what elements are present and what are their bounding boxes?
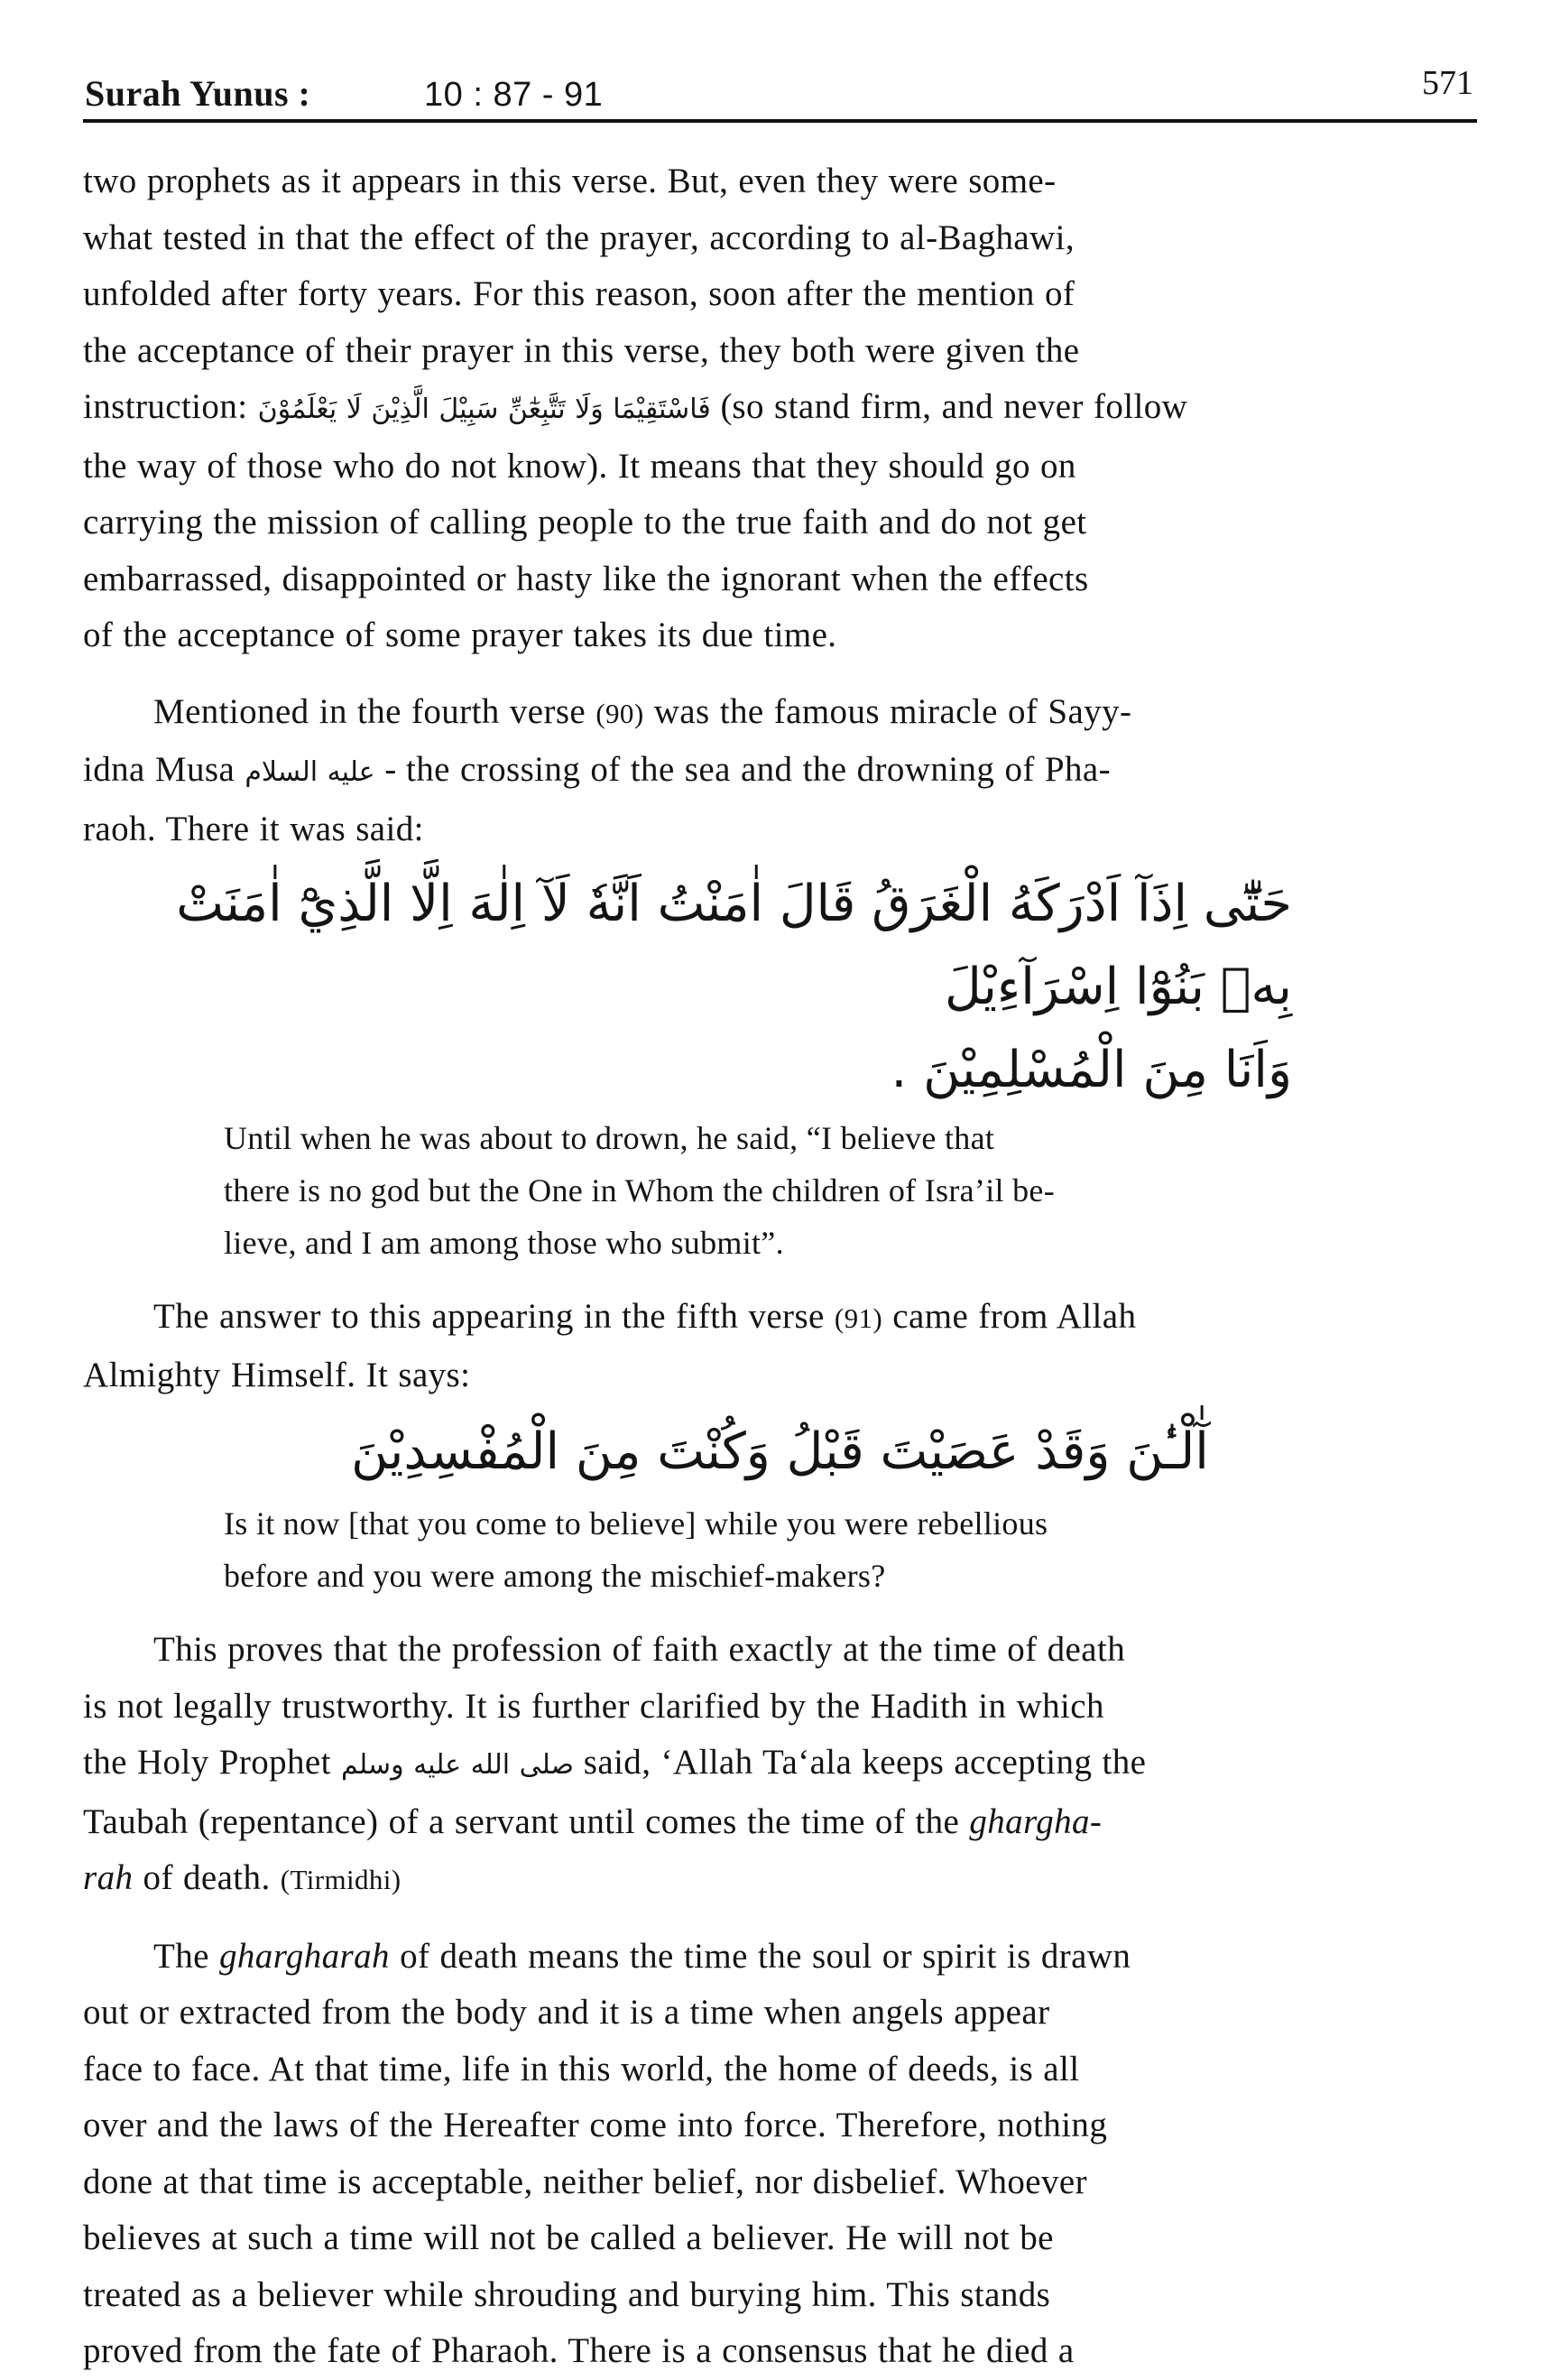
arabic-verse-line: آٰلْـٰٔنَ وَقَدْ عَصَيْتَ قَبْلُ وَكُنْتَ مِنَ الْمُفْسِدِيْنَ — [351, 1422, 1209, 1481]
paragraph-2 — [83, 684, 1477, 858]
text-line: unfolded after forty years. For this reason, soon after the mention of — [83, 274, 1075, 313]
text-fragment: Mentioned in the fourth verse — [153, 691, 586, 731]
text-fragment: came from Allah — [892, 1297, 1137, 1336]
book-page — [83, 0, 1477, 2370]
running-header — [83, 56, 1477, 119]
text-line: carrying the mission of calling people to the true faith and do not get — [83, 503, 1087, 542]
text-line: done at that time is acceptable, neither belief, nor disbelief. Whoever — [83, 2162, 1087, 2201]
text-line — [83, 1794, 1477, 1851]
text-line: face to face. At that time, life in this world, the home of deeds, is all — [83, 2049, 1080, 2088]
paragraph-5 — [83, 1929, 1477, 2380]
text-fragment: (so stand firm, and never follow — [720, 387, 1188, 426]
italic-term: rah — [83, 1858, 134, 1897]
text-fragment: - the crossing of the sea and the drowning of Pha- — [384, 750, 1111, 789]
text-line: believes at such a time will not be called a believer. He will not be — [83, 2218, 1054, 2257]
verse-number-ref: (91) — [834, 1302, 883, 1334]
arabic-verse-line: حَتّٰٓى اِذَآ اَدْرَكَهُ الْغَرَقُ قَالَ اٰمَنْتُ اَنَّهٗ لَآ اِلٰهَ اِلَّا الَّذِيْٓ اٰمَنَتْ بِهٖ بَنُوْٓا اِسْرَآءِيْلَ — [176, 875, 1292, 1016]
text-line — [83, 1289, 1477, 1347]
text-fragment: of death means the time the soul or spirit is drawn — [400, 1936, 1131, 1976]
text-line: raoh. There it was said: — [83, 809, 424, 848]
text-fragment: the Holy Prophet — [83, 1743, 331, 1782]
text-line: the way of those who do not know). It means that they should go on — [83, 446, 1076, 486]
text-line — [83, 684, 1477, 743]
text-line: of the acceptance of some prayer takes its due time. — [83, 616, 837, 654]
text-line: what tested in that the effect of the prayer, according to al-Baghawi, — [83, 218, 1075, 257]
text-fragment: said, ‘Allah Ta‘ala keeps accepting the — [583, 1743, 1147, 1782]
text-fragment: The — [153, 1936, 209, 1976]
text-line — [83, 1735, 1477, 1794]
paragraph-1 — [83, 153, 1477, 664]
text-line — [83, 1929, 1477, 1986]
surah-name: Surah Yunus : — [85, 73, 311, 114]
arabic-verse-line: وَاَنَا مِنَ الْمُسْلِمِيْنَ . — [891, 1041, 1292, 1099]
header-rule — [83, 119, 1477, 123]
text-line — [83, 379, 1477, 439]
verse-number-ref: (90) — [595, 697, 644, 729]
translation-line: there is no god but the One in Whom the children of Isra’il be- — [224, 1172, 1055, 1209]
text-line: the acceptance of their prayer in this verse, they both were given the — [83, 330, 1080, 370]
text-fragment: Taubah (repentance) of a servant until comes the time of the — [83, 1801, 960, 1841]
text-line: out or extracted from the body and it is a time when angels appear — [83, 1993, 1050, 2032]
text-line: is not legally trustworthy. It is further clarified by the Hadith in which — [83, 1686, 1104, 1726]
text-fragment: of death. — [143, 1858, 271, 1897]
text-fragment: The answer to this appearing in the fifth verse — [153, 1297, 825, 1336]
text-line: proved from the fate of Pharaoh. There is a consensus that he died a — [83, 2331, 1075, 2370]
arabic-honorific: صلى الله عليه وسلم — [341, 1749, 575, 1781]
translation-line: before and you were among the mischief-makers? — [224, 1558, 886, 1594]
translation-line: Is it now [that you come to believe] while you were rebellious — [224, 1505, 1048, 1542]
text-line — [83, 742, 1477, 801]
text-line: over and the laws of the Hereafter come into force. Therefore, nothing — [83, 2106, 1108, 2144]
italic-term: ghargharah — [219, 1936, 390, 1976]
page-number: 571 — [1422, 64, 1473, 102]
text-line — [83, 1850, 1477, 1909]
translation-line: lieve, and I am among those who submit”. — [224, 1225, 784, 1261]
text-line: Almighty Himself. It says: — [83, 1355, 471, 1394]
surah-verse-reference: 10 : 87 - 91 — [424, 76, 604, 114]
paragraph-3 — [83, 1289, 1477, 1403]
verse-91-block — [83, 1403, 1477, 1602]
source-citation: (Tirmidhi) — [280, 1864, 402, 1895]
arabic-honorific: عليه السلام — [245, 756, 375, 788]
body-text — [83, 153, 1477, 2380]
text-line: This proves that the profession of faith exactly at the time of death — [153, 1630, 1126, 1669]
text-line: two prophets as it appears in this verse. But, even they were some- — [83, 162, 1057, 200]
italic-term: ghargha- — [969, 1801, 1103, 1841]
translation-line: Until when he was about to drown, he said, “I believe that — [224, 1120, 995, 1156]
text-fragment: idna Musa — [83, 750, 235, 789]
text-fragment: instruction: — [83, 387, 248, 426]
verse-90-block — [83, 857, 1477, 1269]
text-line: treated as a believer while shrouding and burying him. This stands — [83, 2274, 1051, 2314]
paragraph-4 — [83, 1622, 1477, 1909]
text-line: embarrassed, disappointed or hasty like the ignorant when the effects — [83, 559, 1089, 598]
arabic-quote: فَاسْتَقِيْمَا وَلَا تَتَّبِعٰٓنِّ سَبِيْلَ الَّذِيْنَ لَا يَعْلَمُوْنَ — [257, 394, 711, 425]
text-fragment: was the famous miracle of Sayy- — [653, 691, 1132, 731]
